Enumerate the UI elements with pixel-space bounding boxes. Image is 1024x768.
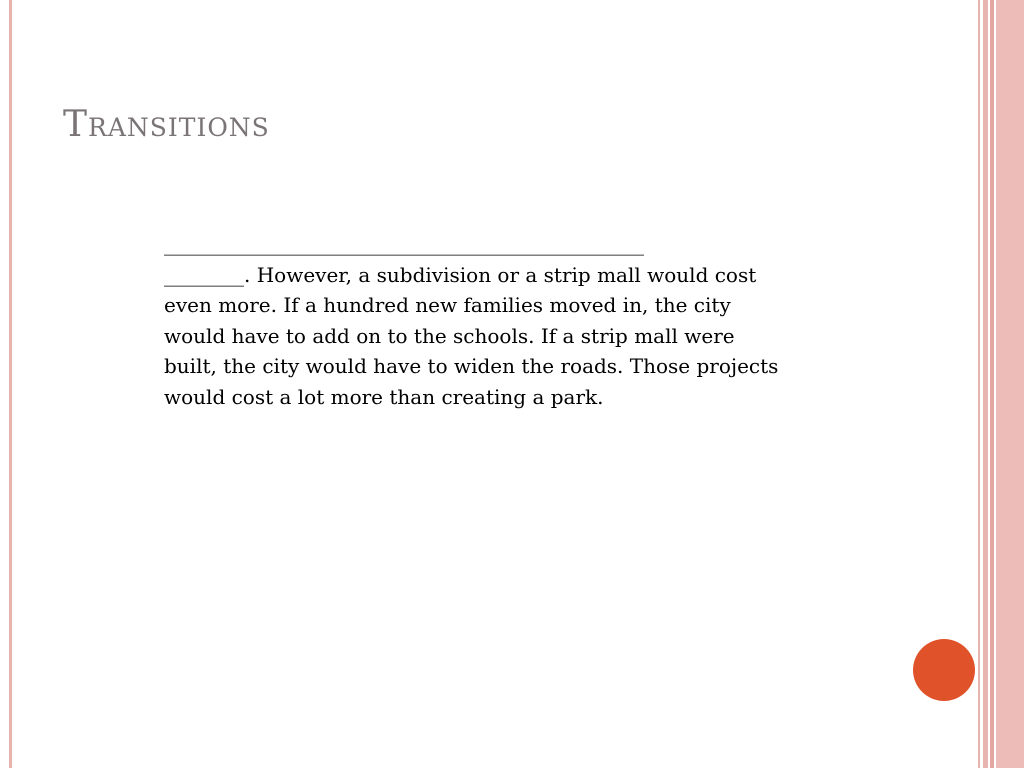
accent-circle xyxy=(913,639,975,701)
right-border-stripe xyxy=(990,0,994,768)
right-border-stripe xyxy=(996,0,1024,768)
left-border-line xyxy=(9,0,12,768)
right-border-stripe xyxy=(978,0,980,768)
slide-title: Transitions xyxy=(63,104,270,145)
slide-body-text: ________________________________________________ ________. However, a subdivision or a strip mall would cost even more. If a hundred new families moved in, the city would have to add on to the schools. If a strip mall were built, the city would have to widen the roads. Those projects would cost a lot more than creating a park. xyxy=(164,232,779,409)
right-border-stripe xyxy=(983,0,988,768)
